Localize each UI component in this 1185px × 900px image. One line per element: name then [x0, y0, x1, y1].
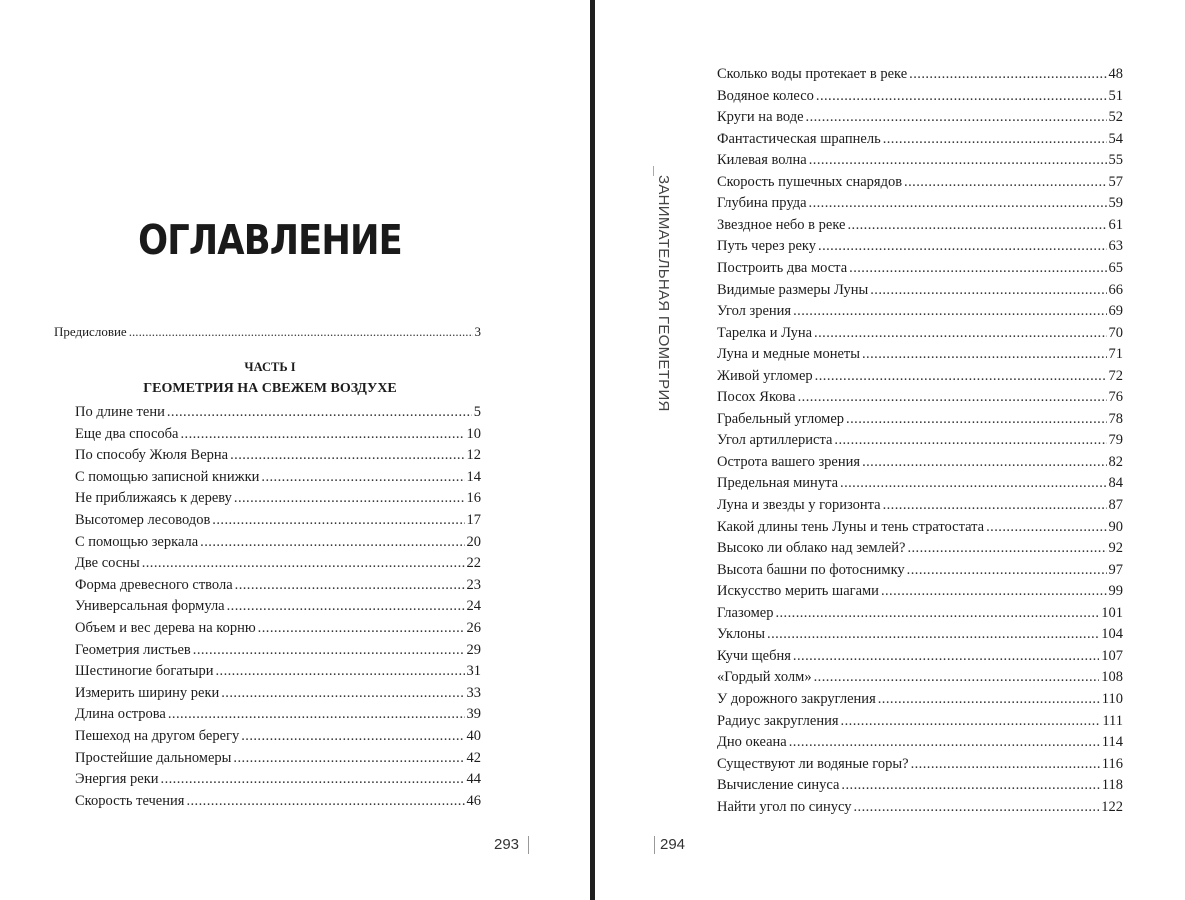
toc-entry-title: У дорожного закругления — [717, 690, 876, 707]
toc-leader-dots — [883, 129, 1107, 149]
toc-leader-dots — [853, 797, 1099, 817]
toc-entry-title: Еще два способа — [75, 425, 179, 442]
toc-entry-title: Тарелка и Луна — [717, 324, 813, 341]
toc-leader-dots — [816, 86, 1107, 106]
toc-entry — [717, 64, 1123, 84]
toc-entry — [717, 689, 1123, 709]
toc-leader-dots — [870, 280, 1106, 300]
toc-entry — [717, 473, 1123, 493]
toc-entry-title: С помощью зеркала — [75, 533, 199, 550]
toc-entry-page: 114 — [1101, 734, 1123, 751]
toc-entry-page: 79 — [1108, 432, 1123, 449]
toc-entry-page: 5 — [473, 404, 481, 420]
toc-entry-title: Не приближаясь к дереву — [75, 490, 232, 507]
toc-entry — [717, 366, 1123, 386]
toc-leader-dots — [806, 107, 1107, 127]
toc-entry — [75, 553, 481, 573]
toc-entry-title: Универсальная формула — [75, 598, 225, 615]
toc-entry-title: Кучи щебня — [717, 647, 791, 664]
toc-entry — [717, 280, 1123, 300]
toc-leader-dots — [212, 510, 464, 530]
toc-entry-page: 39 — [466, 706, 481, 723]
toc-entry-title: Сколько воды протекает в реке — [717, 66, 908, 82]
book-gutter — [590, 0, 595, 900]
toc-leader-dots — [907, 538, 1106, 558]
toc-entry-page: 63 — [1108, 238, 1123, 255]
toc-leader-dots — [841, 711, 1101, 731]
toc-leader-dots — [161, 769, 465, 789]
toc-entry-page: 44 — [466, 771, 481, 788]
toc-leader-dots — [809, 193, 1107, 213]
toc-leader-dots — [793, 301, 1106, 321]
toc-entry-page: 90 — [1108, 518, 1123, 535]
toc-entry-page: 23 — [466, 576, 481, 593]
toc-entry-page: 40 — [466, 728, 481, 744]
toc-entry-title: Глубина пруда — [717, 195, 807, 212]
toc-entry-page: 84 — [1108, 475, 1123, 492]
toc-entry-page: 10 — [466, 425, 481, 442]
toc-entry-title: Дно океана — [717, 734, 787, 751]
toc-entry — [717, 430, 1123, 450]
toc-leader-dots — [878, 689, 1100, 709]
toc-leader-dots — [809, 150, 1107, 170]
toc-entry — [75, 402, 481, 422]
toc-leader-dots — [258, 618, 465, 638]
toc-entry-title: Живой угломер — [717, 367, 813, 384]
toc-leader-dots — [814, 667, 1100, 687]
toc-entry — [717, 172, 1123, 192]
toc-entry — [75, 445, 481, 465]
toc-entry — [717, 581, 1123, 601]
toc-entry-page: 76 — [1108, 389, 1123, 406]
toc-leader-dots — [168, 704, 465, 724]
toc-entry — [75, 424, 481, 444]
toc-entry — [75, 704, 481, 724]
toc-entry — [717, 667, 1123, 687]
toc-leader-dots — [261, 467, 464, 487]
toc-entry-title: Угол зрения — [717, 303, 792, 320]
toc-leader-dots — [849, 258, 1106, 278]
toc-leader-dots — [180, 424, 464, 444]
toc-entry-title: Круги на воде — [717, 109, 804, 126]
toc-entry — [717, 215, 1123, 235]
toc-entry — [717, 797, 1123, 817]
toc-leader-dots — [167, 402, 472, 422]
toc-entry-page: 31 — [466, 663, 481, 680]
toc-leader-dots — [909, 64, 1106, 84]
toc-entry — [75, 488, 481, 508]
page-number-rule — [528, 836, 529, 854]
toc-entry-title: Угол артиллериста — [717, 432, 833, 449]
toc-entry — [75, 726, 481, 746]
toc-entry-page: 48 — [1108, 66, 1123, 82]
toc-leader-dots — [775, 603, 1099, 623]
toc-entry — [75, 467, 481, 487]
page-title: ОГЛАВЛЕНИЕ — [138, 216, 402, 264]
toc-entry — [717, 603, 1123, 623]
toc-entry — [75, 532, 481, 552]
toc-leader-dots — [846, 409, 1106, 429]
toc-entry-title: Грабельный угломер — [717, 410, 845, 427]
toc-entry — [717, 129, 1123, 149]
toc-entry-title: Видимые размеры Луны — [717, 281, 869, 298]
toc-leader-dots — [215, 661, 464, 681]
toc-entry-page: 14 — [466, 468, 481, 485]
toc-entry-page: 118 — [1101, 777, 1123, 794]
toc-entry-title: Существуют ли водяные горы? — [717, 755, 909, 772]
toc-leader-dots — [847, 215, 1106, 235]
toc-entry-page: 116 — [1101, 755, 1123, 772]
toc-entry-page: 55 — [1108, 152, 1123, 169]
toc-entry — [75, 575, 481, 595]
toc-entry-title: Высоко ли облако над землей? — [717, 540, 906, 557]
toc-entry-page: 71 — [1108, 346, 1123, 363]
toc-entry-page: 78 — [1108, 410, 1123, 427]
page-number-rule — [654, 836, 655, 854]
toc-entry — [717, 258, 1123, 278]
toc-entry-title: Путь через реку — [717, 238, 817, 255]
toc-leader-dots — [767, 624, 1099, 644]
toc-entry-title: Высотомер лесоводов — [75, 512, 211, 528]
toc-entry — [75, 683, 481, 703]
toc-entry-page: 99 — [1108, 583, 1123, 600]
toc-entry — [717, 560, 1123, 580]
toc-entry — [717, 732, 1123, 752]
toc-leader-dots — [798, 387, 1107, 407]
toc-leader-dots — [233, 748, 464, 768]
toc-entry-title: Измерить ширину реки — [75, 684, 220, 701]
toc-leader-dots — [230, 445, 464, 465]
toc-leader-dots — [834, 430, 1106, 450]
toc-entry-page: 101 — [1101, 604, 1123, 621]
part-label: ЧАСТЬ I — [244, 360, 296, 374]
toc-entry-page: 24 — [466, 598, 481, 615]
toc-entry-page: 54 — [1108, 130, 1123, 147]
toc-entry — [717, 193, 1123, 213]
toc-entry-title: Фантастическая шрапнель — [717, 130, 881, 147]
toc-entry-page: 3 — [474, 324, 481, 339]
toc-entry-title: С помощью записной книжки — [75, 468, 260, 485]
toc-entry — [717, 387, 1123, 407]
toc-entry-title: Форма древесного ствола — [75, 576, 233, 593]
toc-entry-title: Предельная минута — [717, 475, 839, 492]
toc-leader-dots — [840, 473, 1106, 493]
toc-entry-page: 92 — [1108, 540, 1123, 557]
toc-entry-title: По длине тени — [75, 404, 165, 420]
page-number: 294 — [660, 836, 686, 853]
toc-leader-dots — [841, 775, 1099, 795]
page-number: 293 — [494, 836, 520, 853]
toc-entry-page: 69 — [1108, 303, 1123, 320]
toc-entry — [717, 495, 1123, 515]
toc-entry-page: 108 — [1101, 669, 1123, 686]
toc-entry — [75, 618, 481, 638]
toc-entry-title: Какой длины тень Луны и тень стратостата — [717, 518, 985, 535]
toc-entry-page: 66 — [1108, 281, 1123, 298]
toc-entry-page: 26 — [466, 620, 481, 636]
running-head-text: ЗАНИМАТЕЛЬНАЯ ГЕОМЕТРИЯ — [655, 175, 672, 412]
toc-entry — [75, 640, 481, 660]
toc-entry — [717, 538, 1123, 558]
toc-entry — [717, 150, 1123, 170]
toc-entry-title: Энергия реки — [75, 771, 159, 788]
toc-entry — [717, 711, 1123, 731]
toc-entry-title: Пешеход на другом берегу — [75, 728, 240, 744]
left-page — [0, 0, 590, 900]
toc-entry — [75, 661, 481, 681]
toc-entry-title: Звездное небо в реке — [717, 216, 846, 233]
toc-entry-title: Луна и медные монеты — [717, 346, 860, 363]
toc-entry-page: 52 — [1108, 109, 1123, 126]
toc-entry-title: Предисловие — [54, 324, 127, 339]
toc-entry-title: Объем и вес дерева на корню — [75, 620, 256, 636]
toc-entry-title: Глазомер — [717, 604, 774, 621]
toc-leader-dots — [129, 322, 473, 342]
toc-entry — [717, 754, 1123, 774]
toc-entry-page: 72 — [1108, 367, 1123, 384]
toc-leader-dots — [986, 517, 1106, 537]
toc-entry — [717, 301, 1123, 321]
toc-leader-dots — [200, 532, 464, 552]
toc-entry-title: «Гордый холм» — [717, 669, 812, 686]
toc-leader-dots — [193, 640, 465, 660]
toc-entry-title: Скорость пушечных снарядов — [717, 173, 903, 190]
toc-leader-dots — [862, 344, 1107, 364]
toc-entry-title: Высота башни по фотоснимку — [717, 561, 905, 578]
toc-leader-dots — [907, 560, 1107, 580]
toc-entry — [75, 791, 481, 811]
toc-leader-dots — [235, 575, 465, 595]
toc-entry — [717, 452, 1123, 472]
toc-entry-page: 111 — [1102, 712, 1123, 729]
toc-leader-dots — [227, 596, 465, 616]
toc-entry — [717, 775, 1123, 795]
toc-entry-title: Вычисление синуса — [717, 777, 840, 794]
toc-entry-page: 22 — [466, 555, 481, 572]
toc-leader-dots — [234, 488, 465, 508]
toc-entry-page: 87 — [1108, 497, 1123, 513]
toc-entry-title: Длина острова — [75, 706, 166, 723]
toc-leader-dots — [142, 553, 465, 573]
toc-entry-title: Уклоны — [717, 626, 766, 643]
toc-entry — [717, 236, 1123, 256]
toc-leader-dots — [904, 172, 1106, 192]
toc-entry-title: Скорость течения — [75, 792, 185, 809]
toc-leader-dots — [883, 495, 1107, 515]
toc-entry-page: 110 — [1101, 690, 1123, 707]
toc-leader-dots — [818, 236, 1106, 256]
toc-entry-page: 51 — [1108, 87, 1123, 104]
toc-entry — [717, 517, 1123, 537]
toc-entry — [717, 344, 1123, 364]
toc-entry-title: Радиус закругления — [717, 712, 839, 729]
toc-leader-dots — [241, 726, 464, 746]
toc-entry — [75, 748, 481, 768]
toc-entry-page: 33 — [466, 684, 481, 701]
toc-leader-dots — [793, 646, 1099, 666]
toc-entry — [75, 769, 481, 789]
toc-leader-dots — [186, 791, 464, 811]
toc-entry-title: Шестиногие богатыри — [75, 663, 214, 680]
toc-entry-page: 16 — [466, 490, 481, 507]
toc-entry — [75, 510, 481, 530]
toc-entry-title: Простейшие дальномеры — [75, 749, 232, 766]
toc-entry-page: 70 — [1108, 324, 1123, 341]
toc-entry-page: 29 — [466, 641, 481, 658]
toc-leader-dots — [881, 581, 1107, 601]
toc-entry-page: 61 — [1108, 216, 1123, 233]
toc-entry-title: Посох Якова — [717, 389, 796, 406]
toc-entry-title: Луна и звезды у горизонта — [717, 497, 881, 513]
toc-leader-dots — [814, 323, 1106, 343]
toc-entry — [717, 86, 1123, 106]
toc-entry-page: 97 — [1108, 561, 1123, 578]
toc-entry — [717, 646, 1123, 666]
toc-entry — [75, 596, 481, 616]
toc-entry — [717, 409, 1123, 429]
toc-entry-page: 122 — [1101, 798, 1123, 815]
toc-entry-page: 42 — [466, 749, 481, 766]
toc-entry-page: 57 — [1108, 173, 1123, 190]
toc-entry-title: Килевая волна — [717, 152, 807, 169]
toc-entry-page: 65 — [1108, 259, 1123, 276]
toc-entry — [717, 624, 1123, 644]
toc-entry-title: Геометрия листьев — [75, 641, 191, 658]
toc-leader-dots — [789, 732, 1100, 752]
toc-leader-dots — [221, 683, 464, 703]
toc-entry-title: Построить два моста — [717, 259, 848, 276]
toc-leader-dots — [815, 366, 1107, 386]
toc-entry-page: 46 — [466, 792, 481, 809]
toc-entry-preface — [54, 322, 481, 342]
toc-entry-title: Две сосны — [75, 555, 140, 572]
toc-entry — [717, 323, 1123, 343]
part-title: ГЕОМЕТРИЯ НА СВЕЖЕМ ВОЗДУХЕ — [143, 381, 397, 396]
toc-entry-title: По способу Жюля Верна — [75, 447, 229, 464]
toc-entry-title: Острота вашего зрения — [717, 453, 861, 470]
toc-entry-page: 20 — [466, 533, 481, 550]
toc-entry-page: 12 — [466, 447, 481, 464]
toc-entry-title: Найти угол по синусу — [717, 798, 852, 815]
toc-entry-page: 82 — [1108, 453, 1123, 470]
toc-leader-dots — [911, 754, 1100, 774]
toc-entry-page: 59 — [1108, 195, 1123, 212]
toc-entry-page: 104 — [1101, 626, 1123, 643]
toc-entry-page: 107 — [1101, 647, 1123, 664]
running-head — [652, 175, 674, 412]
toc-entry — [717, 107, 1123, 127]
toc-entry-title: Водяное колесо — [717, 87, 814, 104]
toc-entry-page: 17 — [466, 512, 481, 528]
toc-leader-dots — [862, 452, 1106, 472]
toc-entry-title: Искусство мерить шагами — [717, 583, 879, 600]
